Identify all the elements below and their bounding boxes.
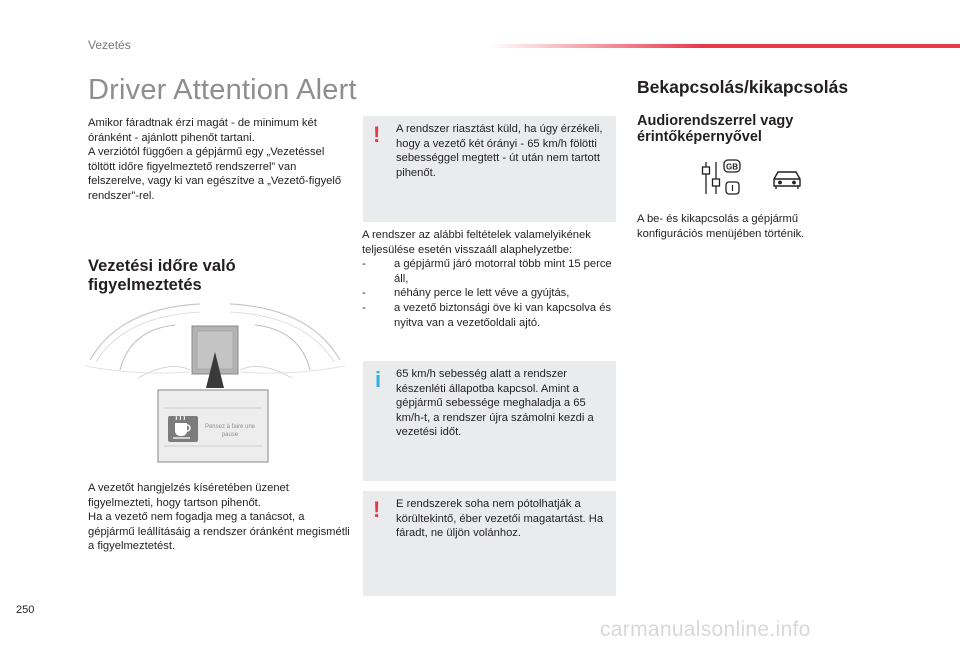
driver-message-paragraph-1: A vezetőt hangjelzés kíséretében üzenet figyelmezteti, hogy tartson pihenőt. bbox=[88, 482, 289, 509]
audio-touchscreen-subheading: Audiorendszerrel vagy érintőképernyővel bbox=[637, 113, 794, 145]
info-badge-label: I bbox=[731, 184, 734, 193]
intro-text bbox=[88, 116, 350, 204]
activation-heading: Bekapcsolás/kikapcsolás bbox=[637, 77, 849, 97]
warning-box-1 bbox=[363, 116, 616, 222]
intro-paragraph-1: Amikor fáradtnak érzi magát - de minimum két óránként - ajánlott pihenőt tartani. bbox=[88, 117, 317, 144]
dashboard-illustration bbox=[80, 300, 350, 470]
language-badge-label: GB bbox=[726, 162, 738, 172]
list-dash: - bbox=[362, 258, 366, 271]
pause-message-line1: Pensez à faire une bbox=[204, 424, 256, 430]
settings-icons bbox=[700, 159, 804, 197]
intro-paragraph-2: A verziótól függően a gépjármű egy „Vezetéssel töltött időre figyelmeztető rendszerrel” van felszerelve, vagy ki van egészítve a „Vezető-figyelő rendszer”-rel. bbox=[88, 146, 342, 202]
list-item bbox=[362, 257, 618, 286]
page-title: Driver Attention Alert bbox=[88, 74, 357, 106]
car-icon bbox=[774, 172, 800, 189]
page-number: 250 bbox=[16, 604, 35, 616]
driver-message-text bbox=[88, 481, 350, 554]
conditions-intro: A rendszer az alábbi feltételek valamelyikének teljesülése esetén visszaáll alaphelyzetbe: bbox=[362, 229, 591, 256]
warning-box-2 bbox=[363, 491, 616, 596]
reset-conditions bbox=[362, 228, 618, 330]
watermark: carmanualsonline.info bbox=[600, 618, 811, 641]
header-accent-bar bbox=[490, 44, 960, 48]
conditions-list bbox=[362, 257, 618, 330]
warning-icon: ! bbox=[373, 497, 381, 522]
instrument-cluster-graphic bbox=[80, 300, 350, 470]
list-item bbox=[362, 286, 618, 301]
list-item-text: a vezető biztonsági öve ki van kapcsolva és nyitva van a vezetőoldali ajtó. bbox=[394, 301, 612, 329]
info-icon: i bbox=[375, 367, 382, 392]
warning-box-1-text: A rendszer riasztást küld, ha úgy érzékeli, hogy a vezető két órányi - 65 km/h fölötti sebességgel megtett - út után nem tartott pihenőt. bbox=[396, 123, 603, 179]
list-dash: - bbox=[362, 301, 366, 314]
section-label: Vezetés bbox=[88, 38, 131, 52]
left-subheading: Vezetési időre való figyelmeztetés bbox=[88, 257, 236, 294]
list-item-text: néhány perce le lett véve a gyújtás, bbox=[394, 287, 570, 300]
driver-message-paragraph-2: Ha a vezető nem fogadja meg a tanácsot, a gépjármű leállításáig a rendszer óránként megismétli a figyelmeztetést. bbox=[88, 511, 350, 553]
activation-text: A be- és kikapcsolás a gépjármű konfigurációs menüjében történik. bbox=[637, 213, 805, 240]
pause-message-line2: pause bbox=[221, 432, 239, 438]
warning-icon: ! bbox=[373, 122, 381, 147]
info-box-text: 65 km/h sebesség alatt a rendszer készenléti állapotba kapcsol. Amint a gépjármű sebessége meghaladja a 65 km/h-t, a rendszer újra számolni kezdi a vezetési időt. bbox=[396, 368, 594, 439]
list-item-text: a gépjármű járó motorral több mint 15 perce áll, bbox=[394, 258, 612, 285]
info-box bbox=[363, 361, 616, 481]
warning-box-2-text: E rendszerek soha nem pótolhatják a körültekintő, éber vezetői magatartást. Ha fáradt, ne üljön volánhoz. bbox=[396, 498, 604, 540]
list-dash: - bbox=[362, 287, 366, 300]
list-item bbox=[362, 301, 618, 330]
